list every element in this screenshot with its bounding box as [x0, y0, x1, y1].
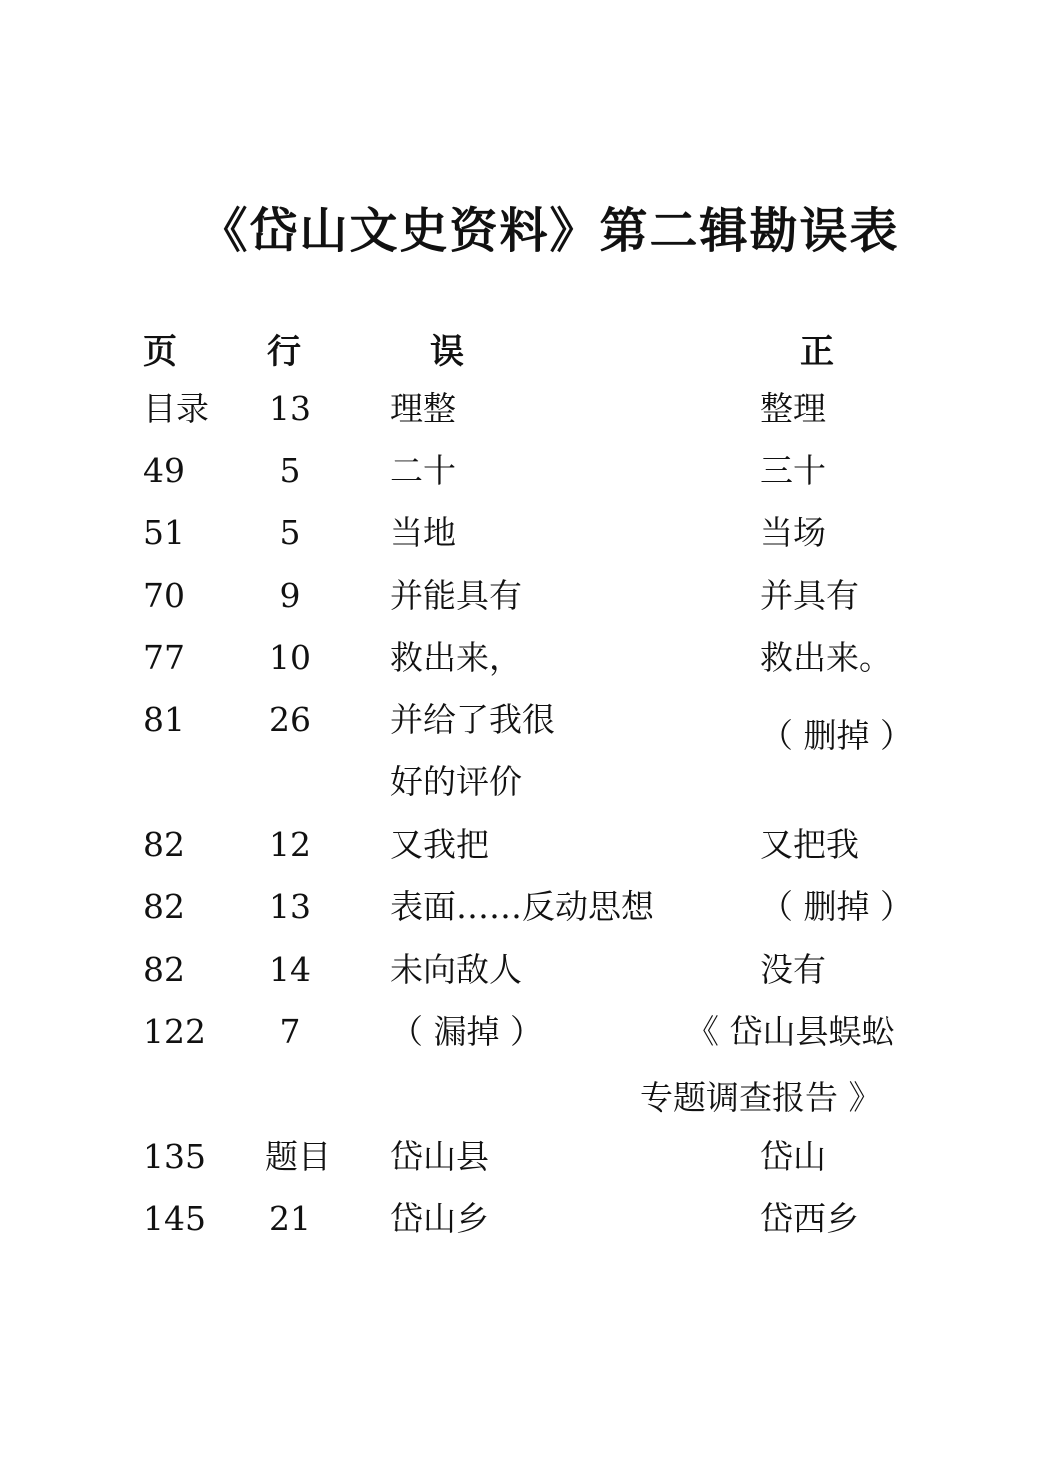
table-row [0, 689, 1059, 813]
row-page: 77 [143, 638, 185, 677]
row-correct: 岱山 [760, 1137, 826, 1176]
row-line: 5 [279, 513, 301, 552]
row-line: 13 [269, 389, 311, 428]
row-correct: 三十 [760, 451, 826, 490]
row-page: 70 [143, 576, 185, 615]
row-correct-line2: 专题调查报告 》 [640, 1078, 882, 1117]
row-line: 14 [269, 950, 311, 989]
row-wrong: 理整 [390, 389, 456, 428]
header-correct: 正 [800, 332, 834, 372]
table-row [0, 502, 1059, 564]
row-line: 5 [279, 451, 301, 490]
row-page: 49 [143, 451, 185, 490]
row-page: 82 [143, 825, 185, 864]
row-page: 81 [143, 700, 185, 739]
row-wrong: 当地 [390, 513, 456, 552]
table-row [0, 1001, 1059, 1125]
row-line: 26 [269, 700, 311, 739]
row-page: 目录 [143, 389, 209, 428]
row-correct: （ 删掉 ） [760, 716, 913, 755]
table-row [0, 1126, 1059, 1188]
row-correct-line1: 《 岱山县蜈蚣 [686, 1012, 895, 1051]
row-line: 7 [279, 1012, 301, 1051]
row-wrong: 救出来， [390, 638, 522, 677]
row-wrong: 未向敌人 [390, 950, 522, 989]
row-page: 135 [143, 1137, 206, 1176]
row-line: 10 [269, 638, 311, 677]
table-row [0, 627, 1059, 689]
row-correct: （ 删掉 ） [760, 887, 913, 926]
table-row [0, 939, 1059, 1001]
row-page: 51 [143, 513, 185, 552]
row-wrong: 又我把 [390, 825, 489, 864]
table-row [0, 565, 1059, 627]
table-row [0, 876, 1059, 938]
row-page: 145 [143, 1199, 206, 1238]
row-line: 21 [269, 1199, 311, 1238]
row-correct: 岱西乡 [760, 1199, 859, 1238]
row-wrong: 岱山乡 [390, 1199, 489, 1238]
row-page: 122 [143, 1012, 206, 1051]
table-row [0, 1188, 1059, 1250]
row-correct: 没有 [760, 950, 826, 989]
table-row [0, 378, 1059, 440]
row-correct: 并具有 [760, 576, 859, 615]
table-row [0, 440, 1059, 502]
row-wrong-line1: 并给了我很 [390, 700, 555, 739]
header-line: 行 [267, 332, 301, 372]
row-page: 82 [143, 950, 185, 989]
header-page: 页 [143, 332, 177, 372]
row-wrong: 并能具有 [390, 576, 522, 615]
row-line: 题目 [265, 1137, 331, 1176]
row-line: 9 [279, 576, 301, 615]
row-wrong: 岱山县 [390, 1137, 489, 1176]
row-line: 12 [269, 825, 311, 864]
row-correct: 当场 [760, 513, 826, 552]
table-row [0, 814, 1059, 876]
page-title: 《岱山文史资料》第二辑勘误表 [199, 203, 900, 259]
row-correct: 救出来。 [760, 638, 892, 677]
row-correct: 又把我 [760, 825, 859, 864]
row-wrong-line2: 好的评价 [390, 762, 522, 801]
row-correct: 整理 [760, 389, 826, 428]
row-wrong: 二十 [390, 451, 456, 490]
row-page: 82 [143, 887, 185, 926]
header-wrong: 误 [430, 332, 464, 372]
row-wrong: 表面……反动思想 [390, 887, 654, 926]
row-line: 13 [269, 887, 311, 926]
row-wrong: （ 漏掉 ） [390, 1012, 543, 1051]
